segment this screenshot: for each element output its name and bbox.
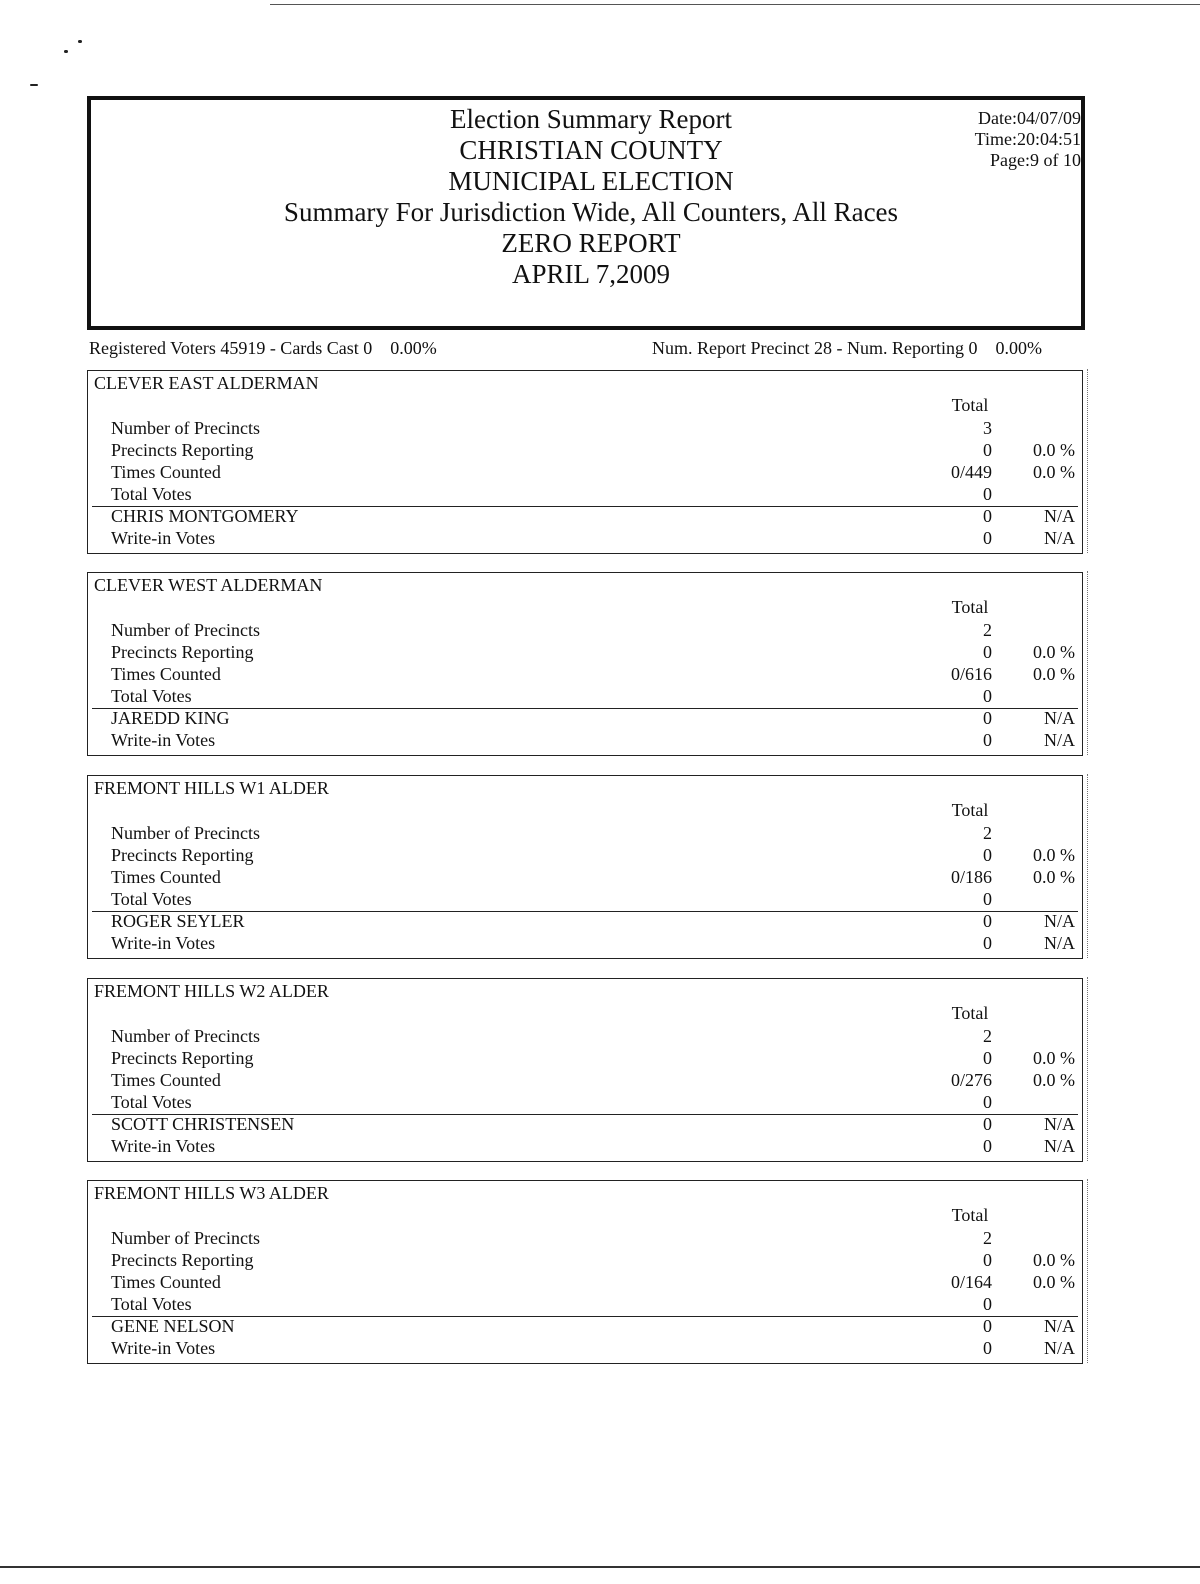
row-percent: N/A	[1044, 911, 1075, 931]
race-title: FREMONT HILLS W1 ALDER	[94, 778, 329, 798]
race-title: FREMONT HILLS W2 ALDER	[94, 981, 329, 1001]
print-date: Date:04/07/09	[978, 108, 1081, 128]
row-label: Write-in Votes	[111, 528, 216, 548]
candidate-divider	[92, 1316, 1078, 1317]
candidate-name: CHRIS MONTGOMERY	[111, 506, 299, 526]
row-total: 0	[983, 506, 992, 526]
total-column-header: Total	[951, 1205, 989, 1225]
row-label: Precincts Reporting	[111, 845, 254, 865]
county-name: CHRISTIAN COUNTY	[459, 135, 723, 165]
scan-edge-artifact	[1084, 1179, 1088, 1363]
precincts-reporting-row	[88, 439, 1082, 461]
row-total: 0	[983, 1338, 992, 1358]
row-total: 0	[983, 1250, 992, 1270]
total-column-header: Total	[951, 597, 989, 617]
row-percent: N/A	[1044, 528, 1075, 548]
row-label: Write-in Votes	[111, 933, 216, 953]
row-label: Write-in Votes	[111, 730, 216, 750]
race-box	[87, 775, 1083, 959]
candidate-divider	[92, 911, 1078, 912]
row-label: Number of Precincts	[111, 1228, 260, 1248]
candidate-row	[88, 1315, 1082, 1337]
total-column-header: Total	[951, 800, 989, 820]
row-total: 0	[983, 528, 992, 548]
total-column-header: Total	[951, 1003, 989, 1023]
row-percent: 0.0 %	[1033, 440, 1075, 460]
row-percent: 0.0 %	[1033, 1250, 1075, 1270]
row-percent: N/A	[1044, 1114, 1075, 1134]
row-label: Times Counted	[111, 867, 221, 887]
row-total: 0	[983, 889, 992, 909]
row-total: 0/186	[950, 867, 992, 887]
row-total: 2	[983, 823, 992, 843]
row-percent: 0.0 %	[1033, 1272, 1075, 1292]
candidate-row	[88, 707, 1082, 729]
number-of-precincts-row	[88, 1025, 1082, 1047]
report-title: Election Summary Report	[450, 104, 732, 134]
print-time: Time:20:04:51	[974, 129, 1081, 149]
write-in-row	[88, 729, 1082, 751]
candidate-name: ROGER SEYLER	[111, 911, 245, 931]
times-counted-row	[88, 461, 1082, 483]
times-counted-row	[88, 1069, 1082, 1091]
row-total: 0/276	[950, 1070, 992, 1090]
row-percent: N/A	[1044, 730, 1075, 750]
header-title-block	[91, 104, 1091, 290]
precincts-reporting-row	[88, 1249, 1082, 1271]
row-total: 0	[983, 933, 992, 953]
registered-voters-summary: Registered Voters 45919 - Cards Cast 0 0.00%	[89, 338, 437, 358]
total-votes-row	[88, 1091, 1082, 1113]
row-label: Times Counted	[111, 1070, 221, 1090]
row-total: 0	[983, 1114, 992, 1134]
row-total: 0	[983, 845, 992, 865]
race-box	[87, 978, 1083, 1162]
row-label: Write-in Votes	[111, 1338, 216, 1358]
precincts-reporting-row	[88, 641, 1082, 663]
row-percent: 0.0 %	[1033, 1048, 1075, 1068]
candidate-divider	[92, 1114, 1078, 1115]
row-total: 2	[983, 1228, 992, 1248]
row-label: Total Votes	[111, 484, 192, 504]
report-type: ZERO REPORT	[501, 228, 681, 258]
row-total: 0	[983, 730, 992, 750]
row-total: 0/164	[950, 1272, 992, 1292]
candidate-divider	[92, 506, 1078, 507]
row-total: 0	[983, 1316, 992, 1336]
report-date: APRIL 7,2009	[511, 259, 670, 289]
row-label: Times Counted	[111, 1272, 221, 1292]
row-label: Total Votes	[111, 889, 192, 909]
row-total: 2	[983, 1026, 992, 1046]
scan-edge-artifact	[1084, 774, 1088, 958]
scan-speck	[30, 84, 38, 86]
row-total: 3	[983, 418, 992, 438]
row-total: 0	[983, 1136, 992, 1156]
candidate-row	[88, 910, 1082, 932]
row-percent: 0.0 %	[1033, 845, 1075, 865]
row-total: 0	[983, 1048, 992, 1068]
row-percent: N/A	[1044, 708, 1075, 728]
total-column-header: Total	[951, 395, 989, 415]
scan-edge-bottom	[0, 1566, 1200, 1568]
row-total: 0/616	[950, 664, 992, 684]
row-percent: N/A	[1044, 506, 1075, 526]
row-label: Times Counted	[111, 664, 221, 684]
row-label: Number of Precincts	[111, 620, 260, 640]
summary-scope: Summary For Jurisdiction Wide, All Counters, All Races	[283, 197, 899, 227]
scan-edge-artifact	[1084, 369, 1088, 553]
row-total: 0	[983, 440, 992, 460]
row-label: Precincts Reporting	[111, 1250, 254, 1270]
row-total: 2	[983, 620, 992, 640]
write-in-row	[88, 1337, 1082, 1359]
row-label: Precincts Reporting	[111, 1048, 254, 1068]
row-total: 0	[983, 1092, 992, 1112]
row-total: 0	[983, 686, 992, 706]
row-percent: N/A	[1044, 933, 1075, 953]
row-total: 0	[983, 642, 992, 662]
row-total: 0	[983, 1294, 992, 1314]
times-counted-row	[88, 1271, 1082, 1293]
number-of-precincts-row	[88, 417, 1082, 439]
number-of-precincts-row	[88, 619, 1082, 641]
total-votes-row	[88, 685, 1082, 707]
precinct-reporting-summary: Num. Report Precinct 28 - Num. Reporting 0 0.00%	[652, 338, 1042, 358]
row-label: Times Counted	[111, 462, 221, 482]
precincts-reporting-row	[88, 844, 1082, 866]
page-number: Page:9 of 10	[990, 150, 1081, 170]
total-votes-row	[88, 1293, 1082, 1315]
row-percent: 0.0 %	[1033, 462, 1075, 482]
scan-edge-artifact	[1084, 571, 1088, 755]
candidate-row	[88, 1113, 1082, 1135]
candidate-name: JAREDD KING	[111, 708, 230, 728]
write-in-row	[88, 1135, 1082, 1157]
row-total: 0	[983, 708, 992, 728]
row-label: Precincts Reporting	[111, 642, 254, 662]
scan-edge-top	[270, 4, 1200, 5]
row-percent: 0.0 %	[1033, 867, 1075, 887]
write-in-row	[88, 932, 1082, 954]
race-title: FREMONT HILLS W3 ALDER	[94, 1183, 329, 1203]
row-total: 0	[983, 484, 992, 504]
times-counted-row	[88, 866, 1082, 888]
row-percent: N/A	[1044, 1136, 1075, 1156]
race-box	[87, 572, 1083, 756]
row-percent: 0.0 %	[1033, 1070, 1075, 1090]
candidate-name: SCOTT CHRISTENSEN	[111, 1114, 295, 1134]
total-votes-row	[88, 483, 1082, 505]
race-title: CLEVER EAST ALDERMAN	[94, 373, 319, 393]
header-meta	[975, 108, 1081, 171]
number-of-precincts-row	[88, 822, 1082, 844]
candidate-name: GENE NELSON	[111, 1316, 235, 1336]
times-counted-row	[88, 663, 1082, 685]
row-percent: 0.0 %	[1033, 664, 1075, 684]
scan-speck	[64, 50, 68, 53]
row-percent: 0.0 %	[1033, 642, 1075, 662]
number-of-precincts-row	[88, 1227, 1082, 1249]
race-box	[87, 1180, 1083, 1364]
row-label: Total Votes	[111, 1294, 192, 1314]
election-name: MUNICIPAL ELECTION	[448, 166, 734, 196]
total-votes-row	[88, 888, 1082, 910]
candidate-divider	[92, 708, 1078, 709]
row-label: Write-in Votes	[111, 1136, 216, 1156]
row-label: Number of Precincts	[111, 418, 260, 438]
scan-speck	[78, 40, 82, 43]
write-in-row	[88, 527, 1082, 549]
race-title: CLEVER WEST ALDERMAN	[94, 575, 323, 595]
scan-edge-artifact	[1084, 977, 1088, 1161]
candidate-row	[88, 505, 1082, 527]
row-total: 0/449	[950, 462, 992, 482]
row-label: Total Votes	[111, 1092, 192, 1112]
report-header	[87, 96, 1085, 330]
row-percent: N/A	[1044, 1338, 1075, 1358]
race-box	[87, 370, 1083, 554]
precincts-reporting-row	[88, 1047, 1082, 1069]
row-total: 0	[983, 911, 992, 931]
row-label: Number of Precincts	[111, 823, 260, 843]
row-label: Total Votes	[111, 686, 192, 706]
row-percent: N/A	[1044, 1316, 1075, 1336]
row-label: Number of Precincts	[111, 1026, 260, 1046]
row-label: Precincts Reporting	[111, 440, 254, 460]
